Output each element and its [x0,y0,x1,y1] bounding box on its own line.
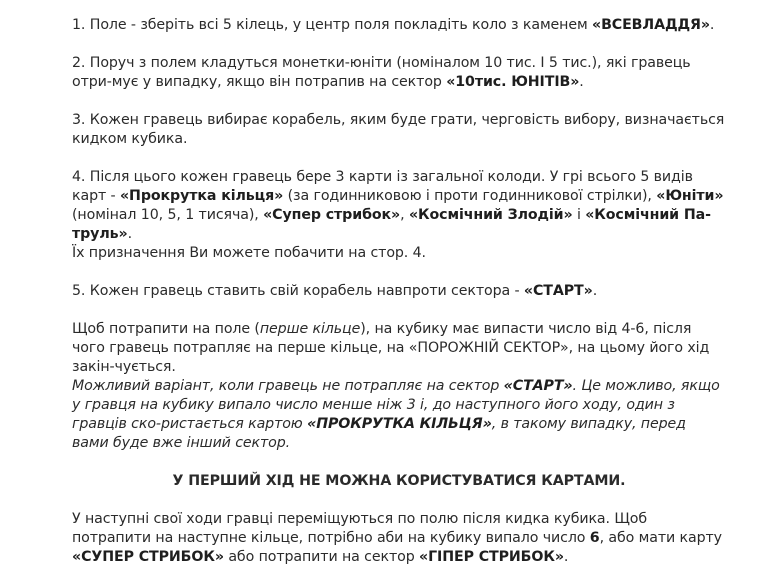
rule-3: 3. Кожен гравець вибирає корабель, яким буде грати, черговість вибору, визначається кидком кубика. [72,112,725,147]
rule-4-note: Їх призначення Ви можете побачити на стор. 4. [72,245,426,261]
possible-variant-paragraph: Можливий варіант, коли гравець не потрапляє на сектор «СТАРТ». Це можливо, якщо у гравця на кубику випало число менше ніж 3 і, до наступного його ходу, один з гравців ско-ристається картою «ПРОКРУТКА КІЛЬЦЯ», в такому випадку, перед вами буде вже інший сектор. [72,378,720,451]
next-turns-paragraph: У наступні свої ходи гравці переміщуються по полю після кидка кубика. Щоб потрапити на наступне кільце, потрібно аби на кубику випало число 6, або мати карту «СУПЕР СТРИБОК» або потрапити на сектор «ГІПЕР СТРИБОК». [72,511,722,565]
enter-field-paragraph: Щоб потрапити на поле (перше кільце), на кубику має випасти число від 4-6, після чого гравець потрапляє на перше кільце, на «ПОРОЖНІЙ СЕКТОР», на цьому його хід закін-чується. [72,321,710,375]
rule-1: 1. Поле - зберіть всі 5 кілець, у центр поля покладіть коло з каменем «ВСЕВЛАДДЯ». [72,17,715,33]
rule-5: 5. Кожен гравець ставить свій корабель навпроти сектора - «СТАРТ». [72,283,598,299]
first-turn-heading: У ПЕРШИЙ ХІД НЕ МОЖНА КОРИСТУВАТИСЯ КАРТАМИ. [172,473,626,489]
rule-4: 4. Після цього кожен гравець бере 3 карти із загальної колоди. У грі всього 5 видів карт - «Прокрутка кільця» (за годинниковою і проти годинникової стрілки), «Юніти» (номінал 10, 5, 1 тисяча), «Супер стрибок», «Космічний Злодій» і «Космічний Па-труль». [72,169,724,242]
rule-2: 2. Поруч з полем кладуться монетки-юніти (номіналом 10 тис. І 5 тис.), які гравець отри-мує у випадку, якщо він потрапив на сектор «10тис. ЮНІТІВ». [72,55,691,90]
